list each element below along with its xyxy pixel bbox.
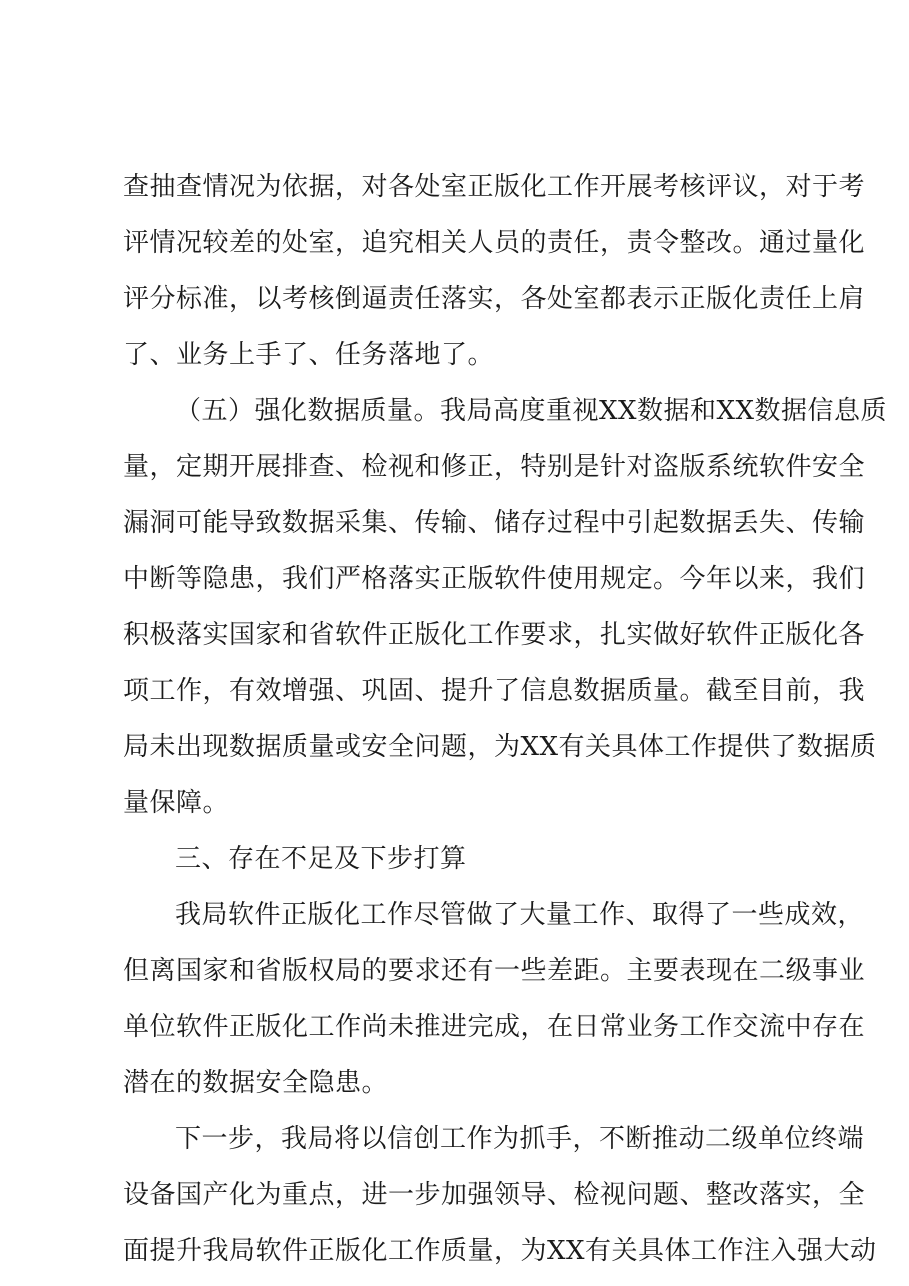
body-text-line: 单位软件正版化工作尚未推进完成，在日常业务工作交流中存在: [123, 1012, 866, 1042]
body-text-line: 评情况较差的处室，追究相关人员的责任，责令整改。通过量化: [123, 228, 866, 258]
section-heading-line: （五）强化数据质量。我局高度重视XX数据和XX数据信息质: [175, 396, 888, 426]
body-text-line: 下一步，我局将以信创工作为抓手，不断推动二级单位终端: [175, 1124, 865, 1154]
body-text-line: 项工作，有效增强、巩固、提升了信息数据质量。截至目前，我: [123, 676, 866, 706]
body-text-line: 局未出现数据质量或安全问题，为XX有关具体工作提供了数据质: [123, 732, 877, 762]
body-text-line: 潜在的数据安全隐患。: [123, 1068, 389, 1098]
body-text-line: 量保障。: [123, 788, 230, 818]
body-text-line: 查抽查情况为依据，对各处室正版化工作开展考核评议，对于考: [123, 172, 866, 202]
body-text-line: 了、业务上手了、任务落地了。: [123, 340, 495, 370]
body-text-line: 漏洞可能导致数据采集、传输、储存过程中引起数据丢失、传输: [123, 508, 866, 538]
chapter-heading-line: 三、存在不足及下步打算: [175, 844, 467, 874]
body-text-line: 设备国产化为重点，进一步加强领导、检视问题、整改落实，全: [123, 1180, 866, 1210]
body-text-line: 面提升我局软件正版化工作质量，为XX有关具体工作注入强大动: [123, 1236, 877, 1266]
body-text-line: 量，定期开展排查、检视和修正，特别是针对盗版系统软件安全: [123, 452, 866, 482]
body-text-line: 我局软件正版化工作尽管做了大量工作、取得了一些成效，: [175, 900, 865, 930]
body-text-line: 中断等隐患，我们严格落实正版软件使用规定。今年以来，我们: [123, 564, 866, 594]
body-text-line: 积极落实国家和省软件正版化工作要求，扎实做好软件正版化各: [123, 620, 866, 650]
body-text-line: 评分标准，以考核倒逼责任落实，各处室都表示正版化责任上肩: [123, 284, 866, 314]
body-text-line: 但离国家和省版权局的要求还有一些差距。主要表现在二级事业: [123, 956, 866, 986]
